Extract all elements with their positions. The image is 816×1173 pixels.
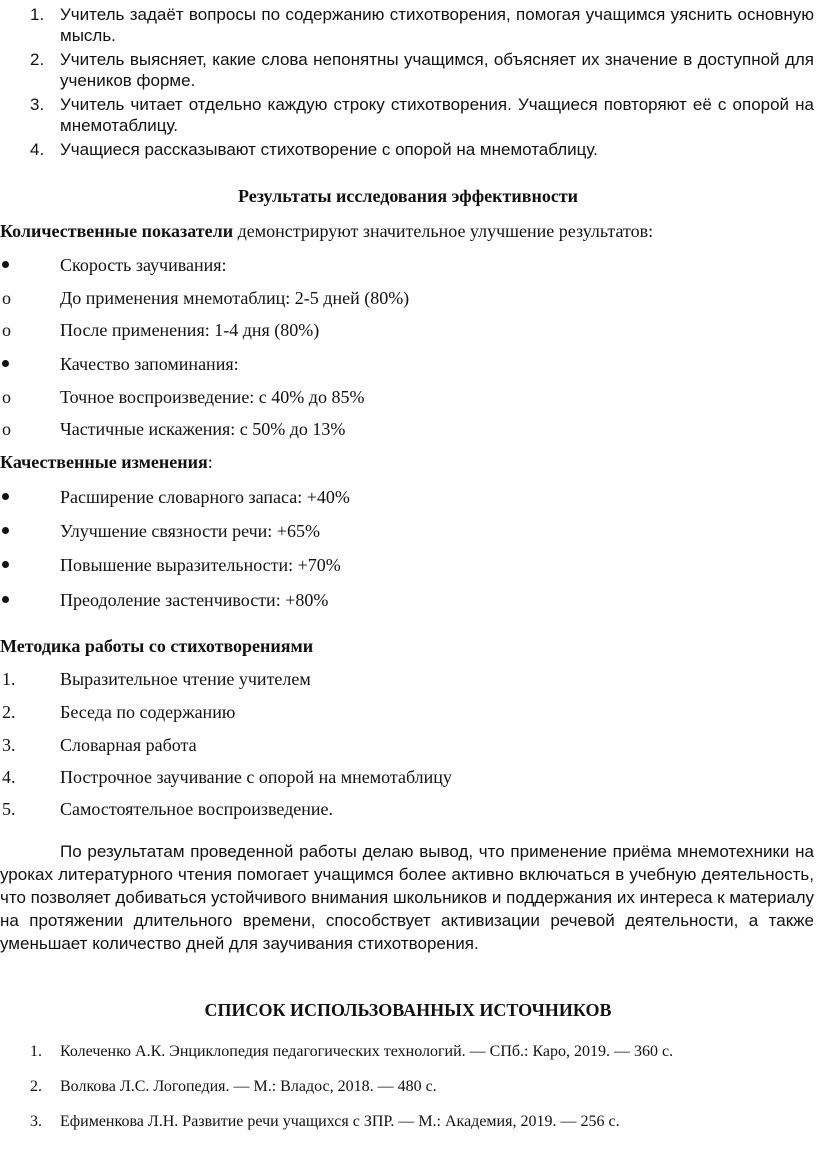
list-text: Повышение выразительности: +70% (60, 555, 341, 575)
bullet-icon (2, 527, 9, 534)
bullet-icon (2, 493, 9, 500)
list-text: Частичные искажения: с 50% до 13% (60, 419, 346, 439)
list-item (0, 49, 816, 91)
bullet-icon (2, 360, 9, 367)
list-number: 1. (30, 1043, 42, 1060)
list-number: 1. (2, 669, 16, 689)
sub-marker: o (2, 320, 11, 340)
list-text: Волкова Л.С. Логопедия. — М.: Владос, 2018. — 480 с. (60, 1078, 437, 1095)
list-text: Качество запоминания: (60, 354, 239, 374)
list-number: 3. (30, 95, 45, 114)
list-text: Ефименкова Л.Н. Развитие речи учащихся с ЗПР. — М.: Академия, 2019. — 256 с. (60, 1113, 620, 1130)
list-text: Учитель выясняет, какие слова непонятны учащимся, объясняет их значение в доступной для учеников форме. (60, 50, 814, 90)
list-number: 5. (2, 799, 16, 819)
list-item (0, 94, 816, 136)
qualitative-heading (0, 451, 213, 473)
list-number: 1. (30, 5, 45, 24)
teacher-steps-list (0, 4, 816, 163)
bullet-icon (2, 596, 9, 603)
list-text: Точное воспроизведение: с 40% до 85% (60, 387, 365, 407)
quantitative-label: Количественные показатели (0, 221, 234, 241)
sub-marker: o (2, 387, 11, 407)
method-heading: Методика работы со стихотворениями (0, 636, 314, 656)
bullet-icon (2, 561, 9, 568)
quantitative-text: демонстрируют значительное улучшение результатов: (233, 221, 654, 241)
sources-heading: СПИСОК ИСПОЛЬЗОВАННЫХ ИСТОЧНИКОВ (204, 1000, 612, 1020)
list-number: 3. (30, 1113, 42, 1130)
list-number: 3. (2, 735, 16, 755)
list-number: 2. (2, 702, 16, 722)
list-text: Расширение словарного запаса: +40% (60, 487, 350, 507)
bullet-icon (2, 261, 9, 268)
list-number: 2. (30, 1078, 42, 1095)
results-heading: Результаты исследования эффективности (237, 186, 579, 206)
sub-marker: o (2, 419, 11, 439)
list-text: Выразительное чтение учителем (60, 669, 311, 689)
list-text: До применения мнемотаблиц: 2-5 дней (80%) (60, 288, 410, 308)
list-item (0, 4, 816, 46)
list-text: Беседа по содержанию (60, 702, 236, 722)
list-number: 4. (30, 140, 45, 159)
list-text: После применения: 1-4 дня (80%) (60, 320, 320, 340)
sub-marker: o (2, 288, 11, 308)
list-text: Самостоятельное воспроизведение. (60, 799, 334, 819)
list-item (0, 139, 816, 160)
qualitative-label: Качественные изменения (0, 452, 208, 472)
list-number: 4. (2, 767, 16, 787)
list-text: Скорость заучивания: (60, 255, 227, 275)
list-text: Построчное заучивание с опорой на мнемотаблицу (60, 767, 452, 787)
list-text: Учитель читает отдельно каждую строку стихотворения. Учащиеся повторяют её с опорой на мнемотаблицу. (60, 95, 814, 135)
qualitative-colon: : (207, 452, 213, 472)
quantitative-intro (0, 220, 653, 242)
list-text: Учитель задаёт вопросы по содержанию стихотворения, помогая учащимся уяснить основную мысль. (60, 5, 814, 45)
list-number: 2. (30, 50, 45, 69)
list-text: Улучшение связности речи: +65% (60, 521, 320, 541)
list-text: Преодоление застенчивости: +80% (60, 590, 329, 610)
list-text: Словарная работа (60, 735, 197, 755)
list-text: Колеченко А.К. Энциклопедия педагогических технологий. — СПб.: Каро, 2019. — 360 с. (60, 1043, 674, 1060)
list-text: Учащиеся рассказывают стихотворение с опорой на мнемотаблицу. (60, 140, 598, 159)
conclusion-paragraph: По результатам проведенной работы делаю вывод, что применение приёма мнемотехники на уроках литературного чтения помогает учащимся более активно включаться в учебную деятельность, что позволяет добиваться устойчивого внимания школьников и поддержания их интереса к материалу на протяжении длительного времени, способствует активизации речевой деятельности, а также уменьшает количество дней для заучивания стихотворения. (0, 842, 814, 953)
